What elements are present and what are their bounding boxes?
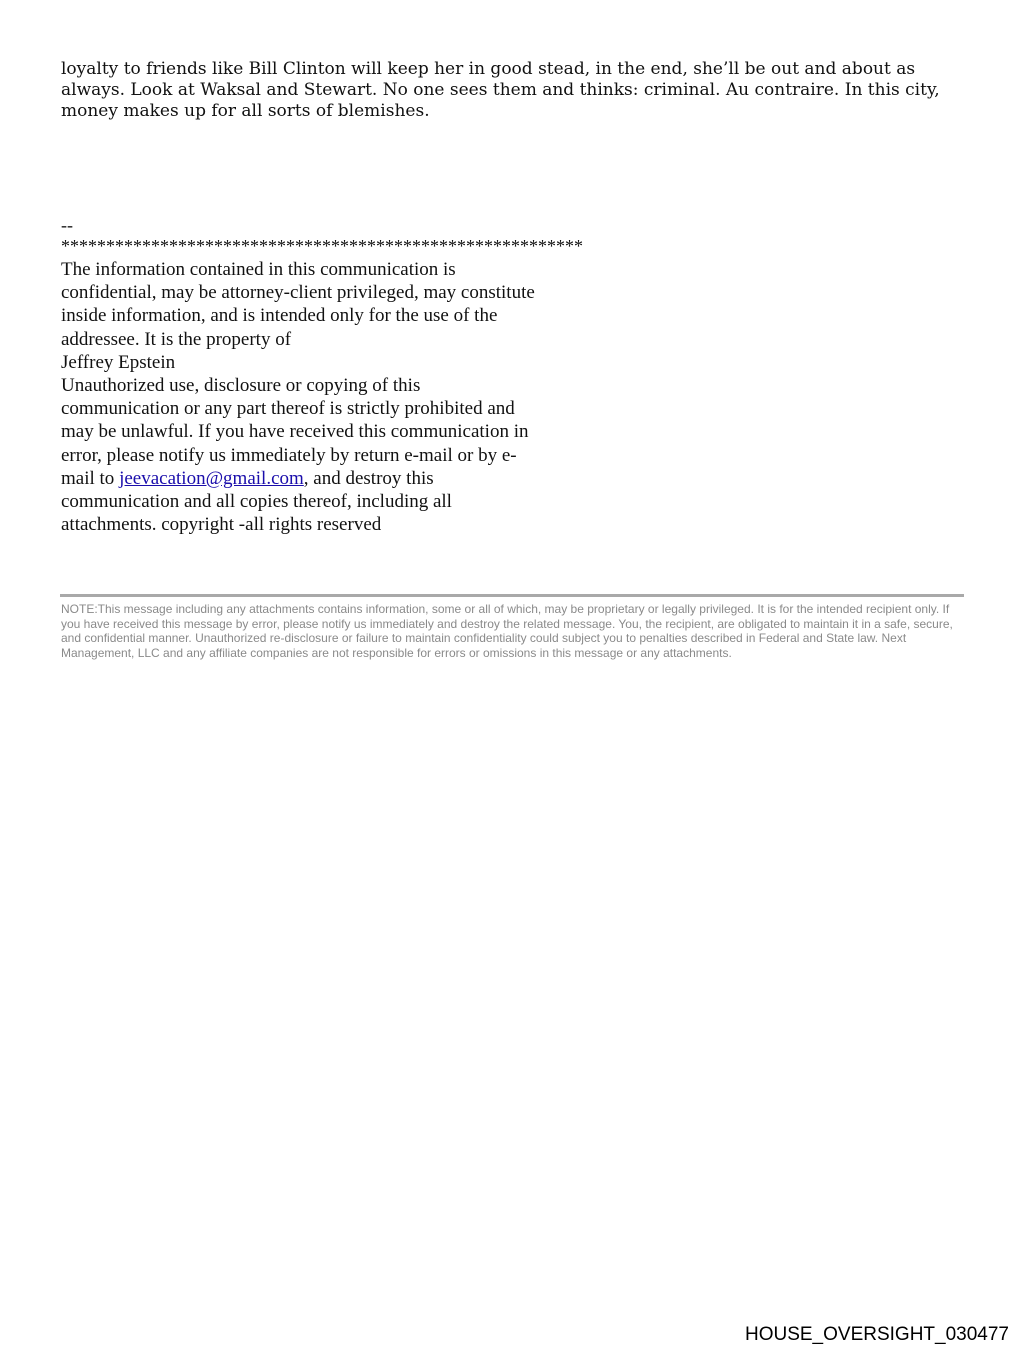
confidentiality-disclaimer [61, 258, 541, 536]
disclaimer-text-warning: Unauthorized use, disclosure or copying of this communication or any part thereof is strictly prohibited and may be unlawful. If you have received this communication in error, please notify us immediately by return e-mail or by e-mail to [61, 375, 529, 489]
note-divider [60, 594, 964, 597]
email-body-paragraph: loyalty to friends like Bill Clinton will keep her in good stead, in the end, she’ll be out and about as always. Look at Waksal and Stewart. No one sees them and thinks: criminal. Au contraire. In this city, money makes up for all sorts of blemishes. [61, 59, 940, 121]
legal-note: NOTE:This message including any attachments contains information, some or all of which, may be proprietary or legally privileged. It is for the intended recipient only. If you have received this message by error, please notify us immediately and destroy the related message. You, the recipient, are obligated to maintain it in a safe, secure, and confidential manner. Unauthorized re-disclosure or failure to maintain confidentiality could subject you to penalties described in Federal and State law. Next Management, LLC and any affiliate companies are not responsible for errors or omissions in this message or any attachments. [61, 602, 953, 660]
signature-asterisk-line: ********************************************************** [61, 236, 583, 256]
document-bates-id: HOUSE_OVERSIGHT_030477 [744, 1324, 1009, 1345]
disclaimer-text-closing: , and destroy this communication and all copies thereof, including all attachments. copyright -all rights reserved [61, 467, 452, 536]
disclaimer-owner-name: Jeffrey Epstein [61, 351, 176, 373]
signature-separator: -- [61, 215, 73, 235]
disclaimer-email-link[interactable]: jeevacation@gmail.com [119, 467, 304, 489]
disclaimer-text-intro: The information contained in this communication is confidential, may be attorney-client privileged, may constitute inside information, and is intended only for the use of the addressee. It is the property of [61, 259, 535, 350]
